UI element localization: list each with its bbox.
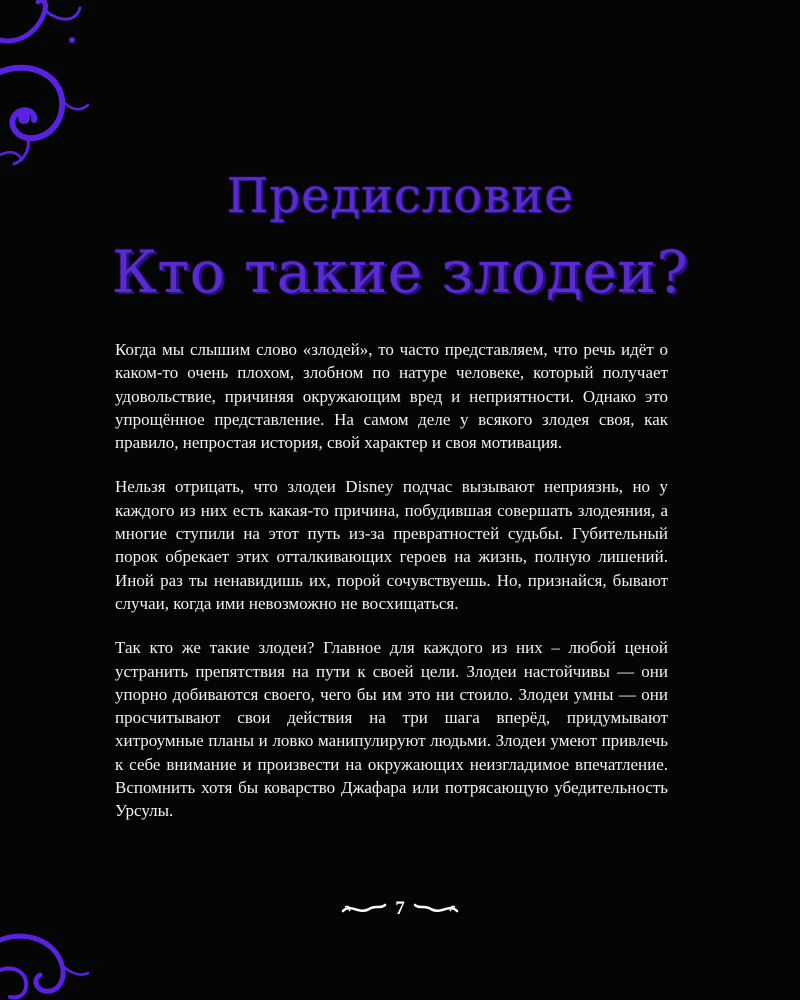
paragraph: Так кто же такие злодеи? Главное для каждого из них – любой ценой устранить препятствия на пути к своей цели. Злодеи настойчивы — они упорно добиваются своего, чего бы им это ни стоило. Злодеи умны — они просчитывают свои действия на три шага вперёд, придумывают хитроумные планы и ловко манипулируют людьми. Злодеи умеют привлечь к себе внимание и произвести на окружающих неизгладимое впечатление. Вспомнить хотя бы коварство Джафара или потрясающую убедительность Урсулы. xyxy=(115,638,668,821)
paragraph: Нельзя отрицать, что злодеи Disney подчас вызывают неприязнь, но у каждого из них есть какая-то причина, побудившая совершать злодеяния, а многие ступили на этот путь из-за превратностей судьбы. Губительный порок обрекает этих отталкивающих героев на жизнь, полную лишений. Иной раз ты ненавидишь их, порой сочувствуешь. Но, признайся, бывают случаи, когда ими невозможно не восхищаться. xyxy=(115,477,668,613)
body-text xyxy=(115,338,668,844)
section-subtitle: Предисловие xyxy=(226,168,574,224)
page-footer xyxy=(0,898,800,920)
swirl-ornament-icon xyxy=(0,0,100,170)
swirl-ornament-icon xyxy=(0,925,90,1000)
page-number: 7 xyxy=(395,898,405,919)
left-flourish-icon xyxy=(341,899,387,919)
page-title: Кто такие злодеи? xyxy=(111,238,689,306)
paragraph: Когда мы слышим слово «злодей», то часто представляем, что речь идёт о каком-то очень плохом, злобном по натуре человеке, который получает удовольствие, причиняя окружающим вред и неприятности. Однако это упрощённое представление. На самом деле у всякого злодея своя, как правило, непростая история, свой характер и своя мотивация. xyxy=(115,340,668,453)
right-flourish-icon xyxy=(413,899,459,919)
